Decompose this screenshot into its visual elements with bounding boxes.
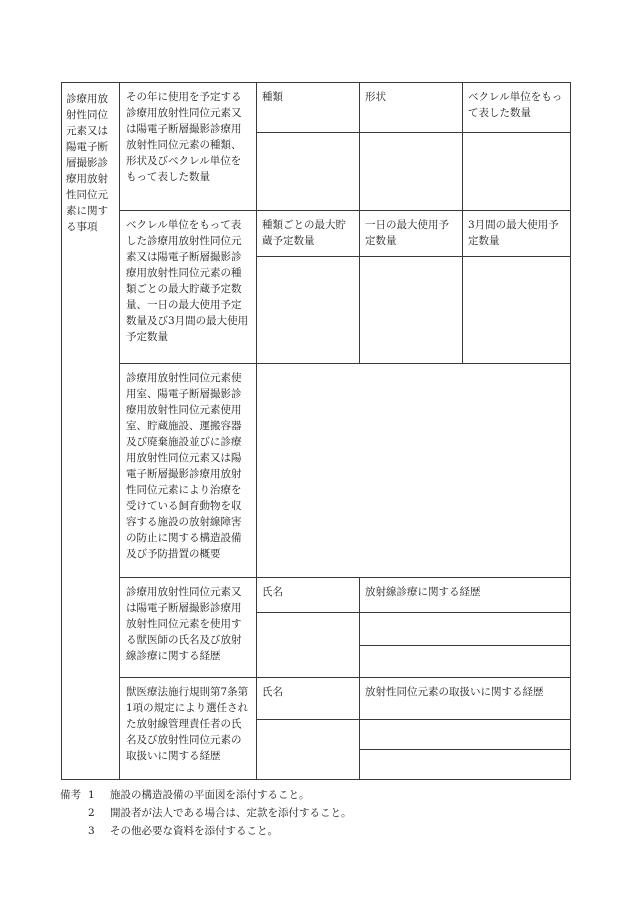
s5-header-name: 氏名 <box>257 678 360 720</box>
s1-header-type: 種類 <box>257 83 360 133</box>
section-1-description: その年に使用を予定する診療用放射性同位元素又は陽電子断層撮影診療用放射性同位元素の種類、形状及びベクレル単位をもって表した数量 <box>120 83 257 211</box>
s4-entry-name[interactable] <box>257 613 360 678</box>
s4-header-career: 放射線診療に関する経歴 <box>360 578 571 613</box>
section-5-description: 獣医療法施行規則第7条第1項の規定により選任された放射線管理責任者の氏名及び放射性同位元素の取扱いに関する経歴 <box>120 678 257 780</box>
s5-header-career: 放射性同位元素の取扱いに関する経歴 <box>360 678 571 720</box>
s5-entry-name[interactable] <box>257 720 360 780</box>
section-3-description: 診療用放射性同位元素使用室、陽電子断層撮影診療用放射性同位元素使用室、貯蔵施設、運搬容器及び廃棄施設並びに診療用放射性同位元素又は陽電子断層撮影診療用放射性同位元素により治療を受けている飼育動物を収容する施設の放射線障害の防止に関する構造設備及び予防措置の概要 <box>120 364 257 578</box>
note-item <box>60 822 352 840</box>
notes-label: 備考 <box>60 789 81 801</box>
s1-entry-type[interactable] <box>257 133 360 211</box>
s5-entry-career-1[interactable] <box>360 720 571 750</box>
s3-entry-overview[interactable] <box>257 364 571 578</box>
s4-entry-career-2[interactable] <box>360 646 571 678</box>
category-label: 診療用放射性同位元素又は陽電子断層撮影診療用放射性同位元素に関する事項 <box>62 83 120 780</box>
s1-entry-quantity[interactable] <box>463 133 571 211</box>
s2-header-quarter-max: 3月間の最大使用予定数量 <box>463 211 571 257</box>
s1-header-quantity: ベクレル単位をもって表した数量 <box>463 83 571 133</box>
note-number: 3 <box>88 825 95 837</box>
note-item <box>60 804 352 822</box>
note-number: 2 <box>88 807 95 819</box>
note-text: その他必要な資料を添付すること。 <box>110 825 278 837</box>
radioisotope-form-table <box>61 82 571 780</box>
s4-header-name: 氏名 <box>257 578 360 613</box>
section-2-description: ベクレル単位をもって表した診療用放射性同位元素又は陽電子断層撮影診療用放射性同位元素の種類ごとの最大貯蔵予定数量、一日の最大使用予定数量及び3月間の最大使用予定数量 <box>120 211 257 364</box>
notes-section <box>60 786 352 840</box>
s2-entry-daily-max[interactable] <box>360 257 463 364</box>
s5-entry-career-2[interactable] <box>360 750 571 780</box>
note-text: 開設者が法人である場合は、定款を添付すること。 <box>110 807 352 819</box>
s2-header-max-storage: 種類ごとの最大貯蔵予定数量 <box>257 211 360 257</box>
s1-header-form: 形状 <box>360 83 463 133</box>
s4-entry-career-1[interactable] <box>360 613 571 646</box>
note-text: 施設の構造設備の平面図を添付すること。 <box>110 789 310 801</box>
note-item <box>60 786 352 804</box>
s1-entry-form[interactable] <box>360 133 463 211</box>
s2-header-daily-max: 一日の最大使用予定数量 <box>360 211 463 257</box>
s2-entry-quarter-max[interactable] <box>463 257 571 364</box>
note-number: 1 <box>88 789 95 801</box>
s2-entry-max-storage[interactable] <box>257 257 360 364</box>
section-4-description: 診療用放射性同位元素又は陽電子断層撮影診療用放射性同位元素を使用する獣医師の氏名及び放射線診療に関する経歴 <box>120 578 257 678</box>
